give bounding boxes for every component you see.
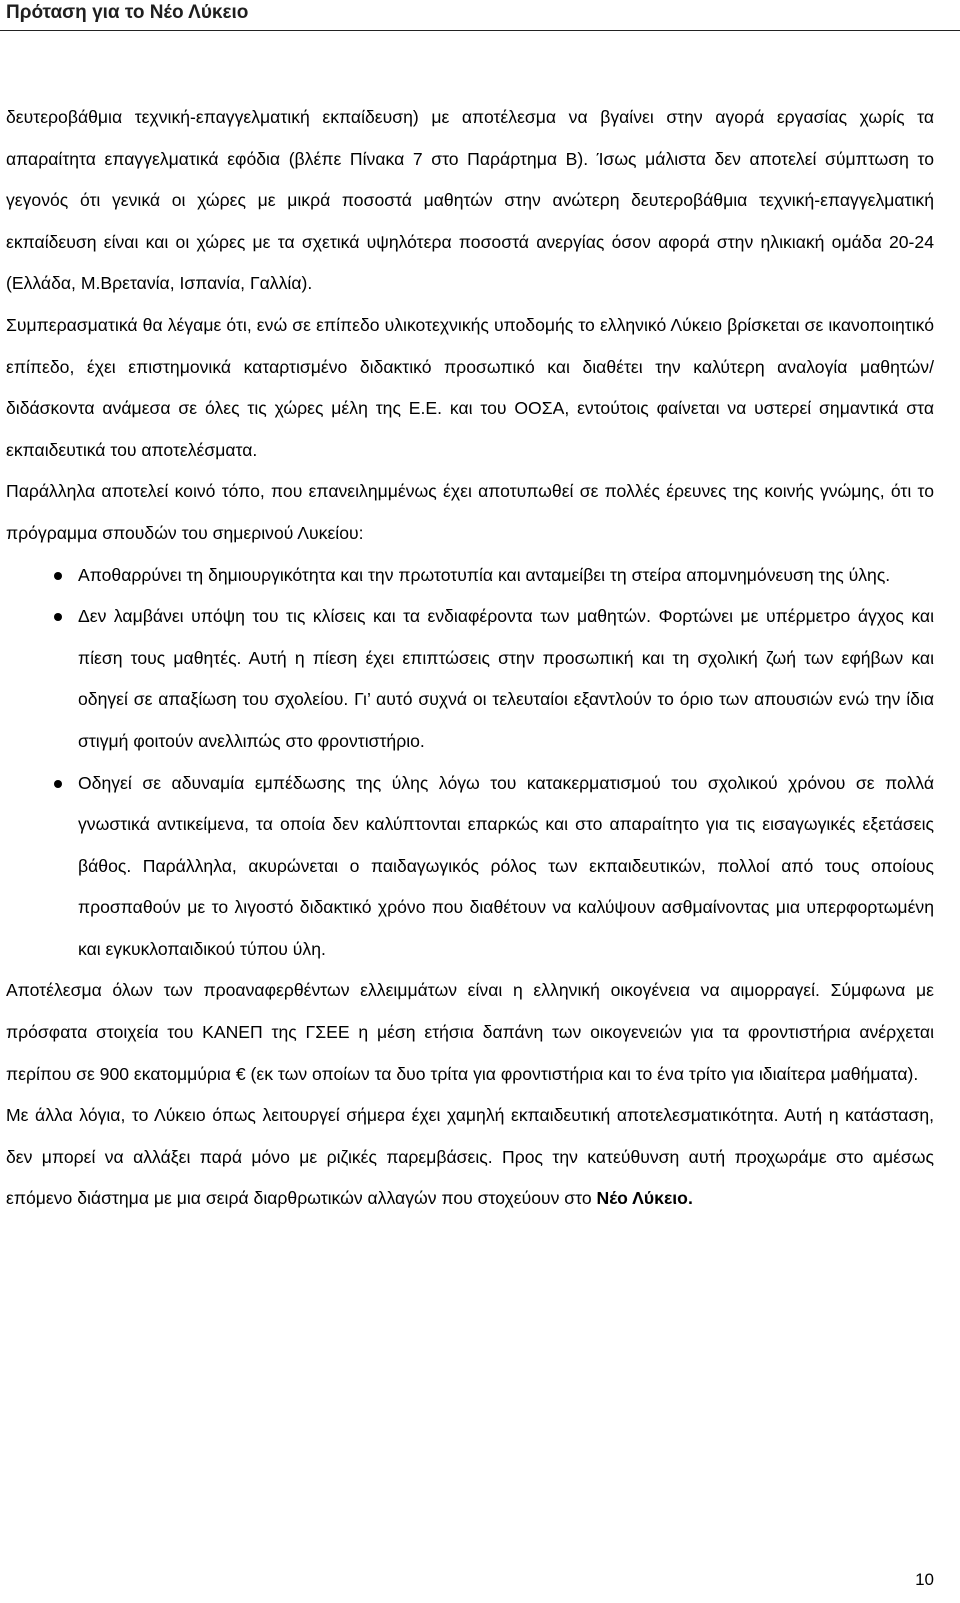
bullet-text: Οδηγεί σε αδυναμία εμπέδωσης της ύλης λόγω του κατακερματισμού του σχολικού χρόνου σε πολλά γνωστικά αντικείμενα, τα οποία δεν καλύπτονται επαρκώς και στο απαραίτητο για τις εισαγωγικές εξετάσεις βάθος. Παράλληλα, ακυρώνεται ο παιδαγωγικός ρόλος των εκπαιδευτικών, πολλοί από τους οποίους προσπαθούν με το λιγοστό διδακτικό χρόνο που διαθέτουν να καλύψουν ασθμαίνοντας μια υπερφορτωμένη και εγκυκλοπαιδικού τύπου ύλη.: [78, 772, 934, 959]
document-body: [6, 97, 934, 1220]
paragraph-5-end: .: [687, 1188, 693, 1209]
bullet-text: Αποθαρρύνει τη δημιουργικότητα και την πρωτοτυπία και ανταμείβει τη στείρα απομνημόνευση της ύλης.: [78, 564, 891, 585]
bullet-icon: [54, 780, 62, 788]
bullet-icon: [54, 613, 62, 621]
paragraph-2: Συμπερασματικά θα λέγαμε ότι, ενώ σε επίπεδο υλικοτεχνικής υποδομής το ελληνικό Λύκειο βρίσκεται σε ικανοποιητικό επίπεδο, έχει επιστημονικά καταρτισμένο διδακτικό προσωπικό και διαθέτει την καλύτερη αναλογία μαθητών/διδάσκοντα ανάμεσα σε όλες τις χώρες μέλη της Ε.Ε. και του ΟΟΣΑ, εντούτοις φαίνεται να υστερεί σημαντικά στα εκπαιδευτικά του αποτελέσματα.: [6, 314, 934, 460]
bullet-icon: [54, 572, 62, 580]
bullet-item: [6, 596, 934, 762]
paragraph-3: Παράλληλα αποτελεί κοινό τόπο, που επανειλημμένως έχει αποτυπωθεί σε πολλές έρευνες της κοινής γνώμης, ότι το πρόγραμμα σπουδών του σημερινού Λυκείου:: [6, 481, 934, 543]
paragraph-1: δευτεροβάθμια τεχνική-επαγγελματική εκπαίδευση) με αποτέλεσμα να βγαίνει στην αγορά εργασίας χωρίς τα απαραίτητα επαγγελματικά εφόδια (βλέπε Πίνακα 7 στο Παράρτημα Β). Ίσως μάλιστα δεν αποτελεί σύμπτωση το γεγονός ότι γενικά οι χώρες με μικρά ποσοστά μαθητών στην ανώτερη δευτεροβάθμια τεχνική-επαγγελματική εκπαίδευση είναι και οι χώρες με τα σχετικά υψηλότερα ποσοστά ανεργίας όσον αφορά στην ηλικιακή ομάδα 20-24 (Ελλάδα, Μ.Βρετανία, Ισπανία, Γαλλία).: [6, 107, 934, 294]
header-rule: [0, 30, 960, 31]
page-number: 10: [915, 1570, 934, 1589]
new-lyceum-emphasis: Νέο Λύκειο: [596, 1188, 688, 1209]
bullet-item: [6, 555, 934, 597]
paragraph-4: Αποτέλεσμα όλων των προαναφερθέντων ελλειμμάτων είναι η ελληνική οικογένεια να αιμορραγεί. Σύμφωνα με πρόσφατα στοιχεία του ΚΑΝΕΠ της ΓΣΕΕ η μέση ετήσια δαπάνη των οικογενειών για τα φροντιστήρια ανέρχεται περίπου σε 900 εκατομμύρια € (εκ των οποίων τα δυο τρίτα για φροντιστήρια και το ένα τρίτο για ιδιαίτερα μαθήματα).: [6, 980, 934, 1084]
page-header: [0, 0, 960, 30]
page-title: Πρόταση για το Νέο Λύκειο: [6, 2, 249, 23]
bullet-list: [6, 555, 934, 971]
paragraph-5-text: Με άλλα λόγια, το Λύκειο όπως λειτουργεί σήμερα έχει χαμηλή εκπαιδευτική αποτελεσματικότητα. Αυτή η κατάσταση, δεν μπορεί να αλλάξει παρά μόνο με ριζικές παρεμβάσεις. Προς την κατεύθυνση αυτή προχωράμε στο αμέσως επόμενο διάστημα με μια σειρά διαρθρωτικών αλλαγών που στοχεύουν στο: [6, 1105, 934, 1209]
bullet-text: Δεν λαμβάνει υπόψη του τις κλίσεις και τα ενδιαφέροντα των μαθητών. Φορτώνει με υπέρμετρο άγχος και πίεση τους μαθητές. Αυτή η πίεση έχει επιπτώσεις στην προσωπική και τη σχολική ζωή των εφήβων και οδηγεί σε απαξίωση του σχολείου. Γι’ αυτό συχνά οι τελευταίοι εξαντλούν το όριο των απουσιών ενώ την ίδια στιγμή φοιτούν ανελλιπώς στο φροντιστήριο.: [78, 606, 934, 751]
paragraph-5: [6, 1095, 934, 1220]
bullet-item: [6, 763, 934, 971]
